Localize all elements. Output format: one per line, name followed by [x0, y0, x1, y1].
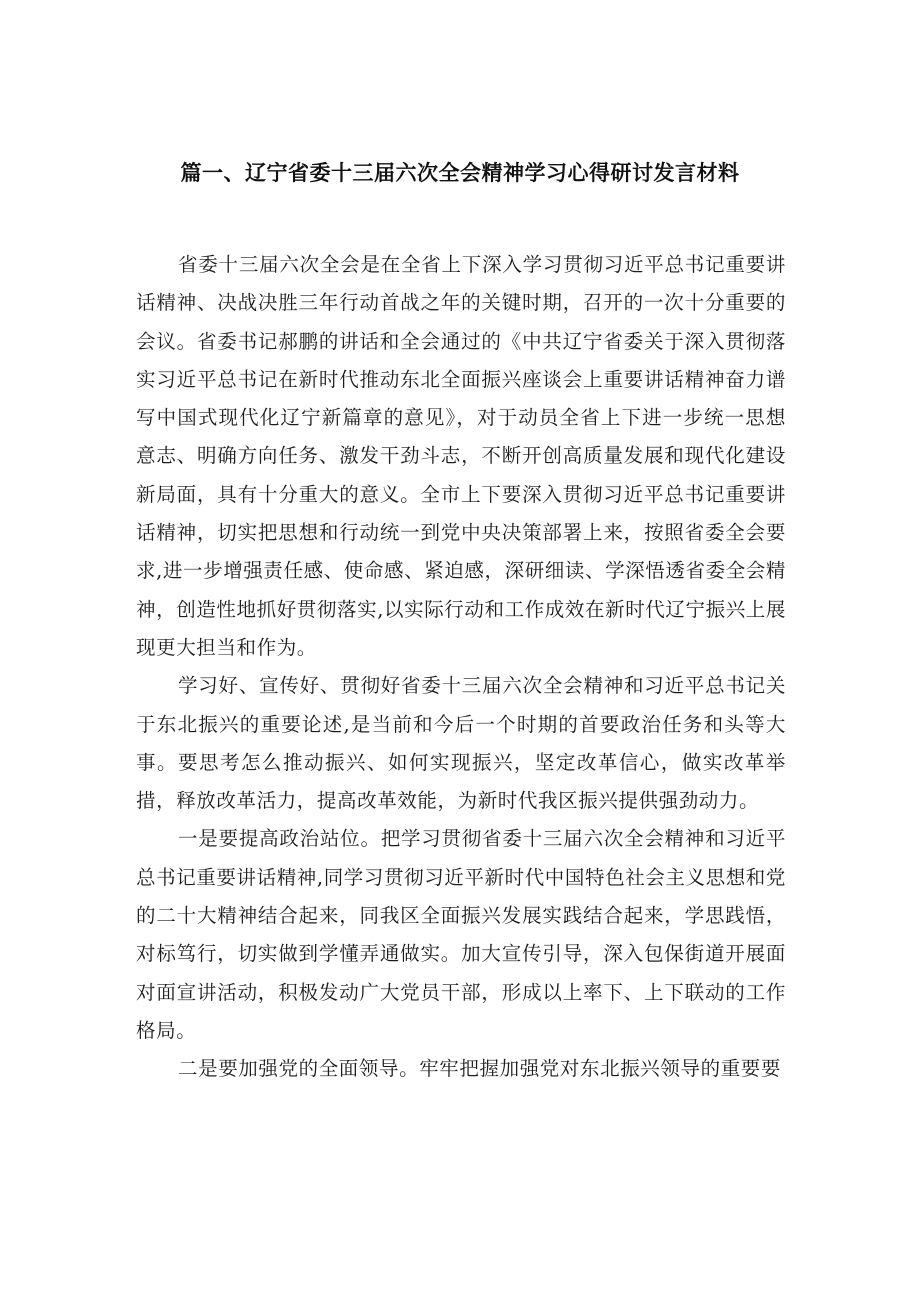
paragraph-3: 一是要提高政治站位。把学习贯彻省委十三届六次全会精神和习近平总书记重要讲话精神,同学习贯彻习近平新时代中国特色社会主义思想和党的二十大精神结合起来，同我区全面振兴发展实践结合起来，学思践悟，对标笃行，切实做到学懂弄通做实。加大宣传引导，深入包保街道开展面对面宣讲活动，积极发动广大党员干部，形成以上率下、上下联动的工作格局。: [136, 827, 786, 1042]
paragraph-1: 省委十三届六次全会是在全省上下深入学习贯彻习近平总书记重要讲话精神、决战决胜三年行动首战之年的关键时期，召开的一次十分重要的会议。省委书记郝鹏的讲话和全会通过的《中共辽宁省委关于深入贯彻落实习近平总书记在新时代推动东北全面振兴座谈会上重要讲话精神奋力谱写中国式现代化辽宁新篇章的意见》，对于动员全省上下进一步统一思想意志、明确方向任务、激发干劲斗志，不断开创高质量发展和现代化建设新局面，具有十分重大的意义。全市上下要深入贯彻习近平总书记重要讲话精神，切实把思想和行动统一到党中央决策部署上来，按照省委全会要求,进一步增强责任感、使命感、紧迫感，深研细读、学深悟透省委全会精神，创造性地抓好贯彻落实,以实际行动和工作成效在新时代辽宁振兴上展现更大担当和作为。: [136, 253, 786, 659]
document-body: [136, 246, 786, 1089]
paragraph-2: 学习好、宣传好、贯彻好省委十三届六次全会精神和习近平总书记关于东北振兴的重要论述,是当前和今后一个时期的首要政治任务和头等大事。要思考怎么推动振兴、如何实现振兴，坚定改革信心，做实改革举措，释放改革活力，提高改革效能，为新时代我区振兴提供强劲动力。: [136, 674, 786, 813]
paragraph-4: 二是要加强党的全面领导。牢牢把握加强党对东北振兴领导的重要要: [178, 1057, 782, 1081]
document-title: 篇一、辽宁省委十三届六次全会精神学习心得研讨发言材料: [180, 161, 740, 185]
